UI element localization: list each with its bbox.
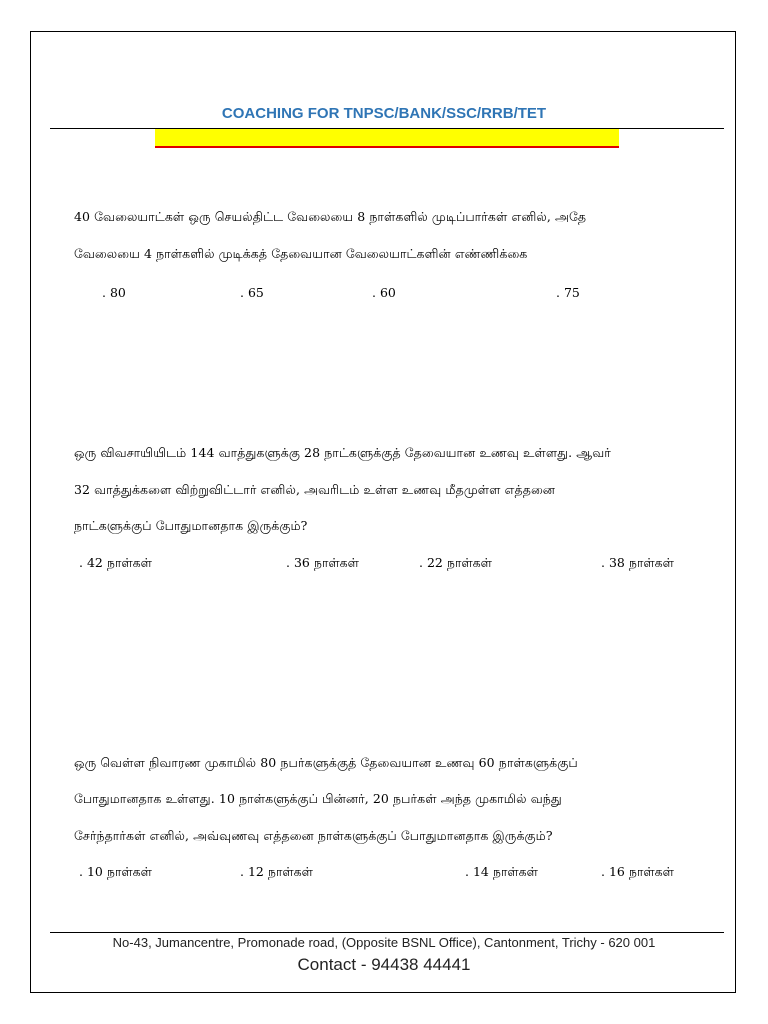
question-2-line-2: 32 வாத்துக்களை விற்றுவிட்டார் எனில், அவரிடம் உள்ள உணவு மீதமுள்ள எத்தனை — [74, 482, 556, 497]
question-2-option-b: . 36 நாள்கள் — [286, 555, 359, 570]
question-3-line-1: ஒரு வெள்ள நிவாரண முகாமில் 80 நபர்களுக்குத் தேவையான உணவு 60 நாள்களுக்குப் — [74, 755, 578, 770]
question-1-line-2: வேலையை 4 நாள்களில் முடிக்கத் தேவையான வேலையாட்களின் எண்ணிக்கை — [74, 246, 528, 261]
header-highlight-bar — [155, 129, 619, 148]
question-3-option-a: . 10 நாள்கள் — [79, 864, 152, 879]
page-border — [30, 31, 736, 993]
question-1-option-c: . 60 — [372, 285, 396, 300]
question-2-line-3: நாட்களுக்குப் போதுமானதாக இருக்கும்? — [74, 518, 308, 533]
question-3-option-d: . 16 நாள்கள் — [601, 864, 674, 879]
question-3-option-b: . 12 நாள்கள் — [240, 864, 313, 879]
question-2-line-1: ஒரு விவசாயியிடம் 144 வாத்துகளுக்கு 28 நாட்களுக்குத் தேவையான உணவு உள்ளது. ஆவர் — [74, 445, 611, 460]
footer-divider — [50, 932, 724, 933]
question-2-option-d: . 38 நாள்கள் — [601, 555, 674, 570]
question-1-option-b: . 65 — [240, 285, 264, 300]
question-1-line-1: 40 வேலையாட்கள் ஒரு செயல்திட்ட வேலையை 8 நாள்களில் முடிப்பார்கள் எனில், அதே — [74, 209, 587, 224]
question-2-option-c: . 22 நாள்கள் — [419, 555, 492, 570]
header-title: COACHING FOR TNPSC/BANK/SSC/RRB/TET — [221, 105, 547, 122]
footer-address: No-43, Jumancentre, Promonade road, (Opposite BSNL Office), Cantonment, Trichy - 620 001 — [112, 935, 656, 950]
question-3-line-3: சேர்ந்தார்கள் எனில், அவ்வுணவு எத்தனை நாள்களுக்குப் போதுமானதாக இருக்கும்? — [74, 828, 553, 843]
question-3-line-2: போதுமானதாக உள்ளது. 10 நாள்களுக்குப் பின்னர், 20 நபர்கள் அந்த முகாமில் வந்து — [74, 791, 562, 806]
question-1-option-a: . 80 — [102, 285, 126, 300]
question-1-option-d: . 75 — [556, 285, 580, 300]
question-3-option-c: . 14 நாள்கள் — [465, 864, 538, 879]
question-2-option-a: . 42 நாள்கள் — [79, 555, 152, 570]
footer-contact: Contact - 94438 44441 — [297, 955, 471, 974]
